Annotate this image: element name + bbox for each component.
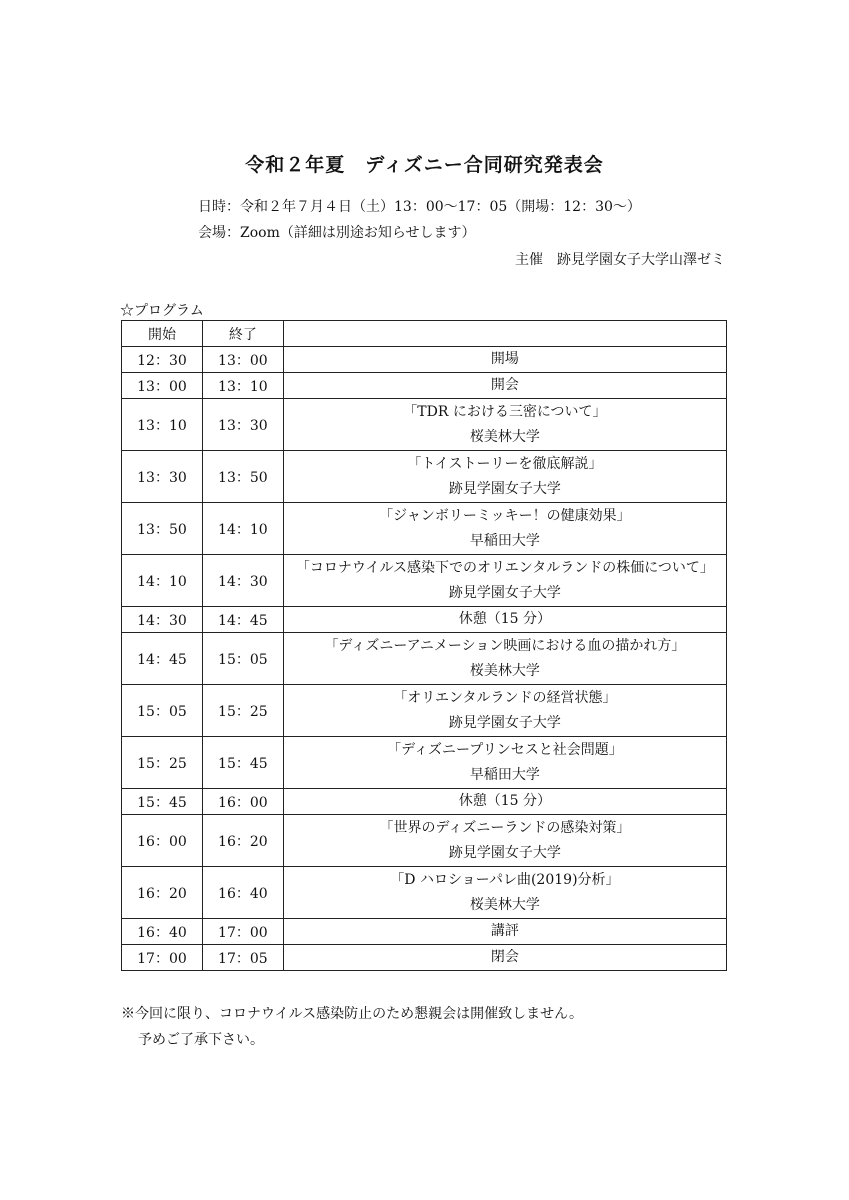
row-title: 「トイストーリーを徹底解説」 bbox=[407, 455, 603, 472]
row-start-time: 17：00 bbox=[122, 945, 203, 971]
footnote-continuation: 予めご了承下さい。 bbox=[138, 1032, 264, 1048]
table-header-row bbox=[122, 321, 727, 347]
row-university: 早稲田大学 bbox=[469, 766, 540, 783]
table-row bbox=[122, 555, 727, 607]
header-content bbox=[283, 321, 726, 347]
row-title: 「コロナウイルス感染下でのオリエンタルランドの株価について」 bbox=[295, 559, 714, 576]
table-row bbox=[122, 919, 727, 945]
event-host: 主催 跡見学園女子大学山澤ゼミ bbox=[515, 252, 725, 268]
row-title: 休憩（15 分） bbox=[458, 793, 552, 809]
row-start-time: 15：45 bbox=[122, 789, 203, 815]
row-content bbox=[283, 607, 726, 633]
row-university: 桜美林大学 bbox=[469, 662, 540, 679]
row-university: 跡見学園女子大学 bbox=[448, 584, 561, 601]
event-venue: 会場：Zoom（詳細は別途お知らせします） bbox=[198, 225, 476, 241]
row-start-time: 15：25 bbox=[122, 737, 203, 789]
row-university: 跡見学園女子大学 bbox=[448, 844, 561, 861]
row-content bbox=[283, 373, 726, 399]
row-end-time: 16：20 bbox=[202, 815, 283, 867]
header-start: 開始 bbox=[122, 321, 203, 347]
row-end-time: 17：00 bbox=[202, 919, 283, 945]
row-end-time: 15：45 bbox=[202, 737, 283, 789]
row-start-time: 12：30 bbox=[122, 347, 203, 373]
row-title: 「ジャンボリーミッキー！の健康効果」 bbox=[379, 507, 631, 524]
footnote: ※今回に限り、コロナウイルス感染防止のため懇親会は開催致しません。 bbox=[121, 1006, 583, 1022]
row-title: 休憩（15 分） bbox=[458, 611, 552, 627]
row-end-time: 16：00 bbox=[202, 789, 283, 815]
table-row bbox=[122, 789, 727, 815]
row-title: 「D ハロショーパレ曲(2019)分析」 bbox=[390, 871, 620, 888]
row-end-time: 16：40 bbox=[202, 867, 283, 919]
table-row bbox=[122, 685, 727, 737]
row-title: 「オリエンタルランドの経営状態」 bbox=[393, 689, 617, 706]
row-start-time: 16：00 bbox=[122, 815, 203, 867]
row-content bbox=[283, 399, 726, 451]
row-start-time: 16：20 bbox=[122, 867, 203, 919]
row-title: 開会 bbox=[490, 377, 519, 393]
row-university: 桜美林大学 bbox=[469, 428, 540, 445]
row-title: 「世界のディズニーランドの感染対策」 bbox=[379, 819, 631, 836]
row-content bbox=[283, 867, 726, 919]
row-university: 桜美林大学 bbox=[469, 896, 540, 913]
table-row bbox=[122, 347, 727, 373]
row-content bbox=[283, 555, 726, 607]
table-row bbox=[122, 633, 727, 685]
page-title: 令和２年夏 ディズニー合同研究発表会 bbox=[245, 154, 604, 176]
table-row bbox=[122, 815, 727, 867]
row-content bbox=[283, 503, 726, 555]
row-title: 開場 bbox=[490, 351, 519, 367]
row-start-time: 14：30 bbox=[122, 607, 203, 633]
row-end-time: 13：30 bbox=[202, 399, 283, 451]
row-content bbox=[283, 633, 726, 685]
row-end-time: 14：45 bbox=[202, 607, 283, 633]
table-row bbox=[122, 399, 727, 451]
row-end-time: 13：10 bbox=[202, 373, 283, 399]
row-start-time: 14：10 bbox=[122, 555, 203, 607]
row-end-time: 17：05 bbox=[202, 945, 283, 971]
row-content bbox=[283, 945, 726, 971]
row-end-time: 15：25 bbox=[202, 685, 283, 737]
table-row bbox=[122, 607, 727, 633]
row-content bbox=[283, 815, 726, 867]
row-end-time: 14：30 bbox=[202, 555, 283, 607]
row-content bbox=[283, 451, 726, 503]
row-university: 早稲田大学 bbox=[469, 532, 540, 549]
row-content bbox=[283, 347, 726, 373]
table-row bbox=[122, 737, 727, 789]
row-end-time: 13：00 bbox=[202, 347, 283, 373]
header-end: 終了 bbox=[202, 321, 283, 347]
row-end-time: 14：10 bbox=[202, 503, 283, 555]
table-row bbox=[122, 945, 727, 971]
table-row bbox=[122, 373, 727, 399]
row-end-time: 13：50 bbox=[202, 451, 283, 503]
row-start-time: 16：40 bbox=[122, 919, 203, 945]
row-content bbox=[283, 737, 726, 789]
row-start-time: 13：10 bbox=[122, 399, 203, 451]
row-title: 「TDR における三密について」 bbox=[403, 403, 607, 420]
row-content bbox=[283, 685, 726, 737]
row-university: 跡見学園女子大学 bbox=[448, 714, 561, 731]
row-end-time: 15：05 bbox=[202, 633, 283, 685]
row-start-time: 13：30 bbox=[122, 451, 203, 503]
row-start-time: 13：00 bbox=[122, 373, 203, 399]
row-title: 「ディズニーアニメーション映画における血の描かれ方」 bbox=[324, 637, 686, 654]
row-title: 閉会 bbox=[490, 949, 519, 965]
row-university: 跡見学園女子大学 bbox=[448, 480, 561, 497]
row-content bbox=[283, 919, 726, 945]
table-row bbox=[122, 867, 727, 919]
program-label: ☆プログラム bbox=[120, 303, 204, 319]
row-content bbox=[283, 789, 726, 815]
event-date: 日時：令和２年７月４日（土）13：00〜17：05（開場：12：30〜） bbox=[198, 199, 641, 215]
program-table bbox=[121, 320, 727, 971]
row-title: 講評 bbox=[490, 923, 519, 939]
row-start-time: 15：05 bbox=[122, 685, 203, 737]
table-row bbox=[122, 503, 727, 555]
row-start-time: 14：45 bbox=[122, 633, 203, 685]
row-start-time: 13：50 bbox=[122, 503, 203, 555]
row-title: 「ディズニープリンセスと社会問題」 bbox=[387, 741, 623, 758]
table-row bbox=[122, 451, 727, 503]
